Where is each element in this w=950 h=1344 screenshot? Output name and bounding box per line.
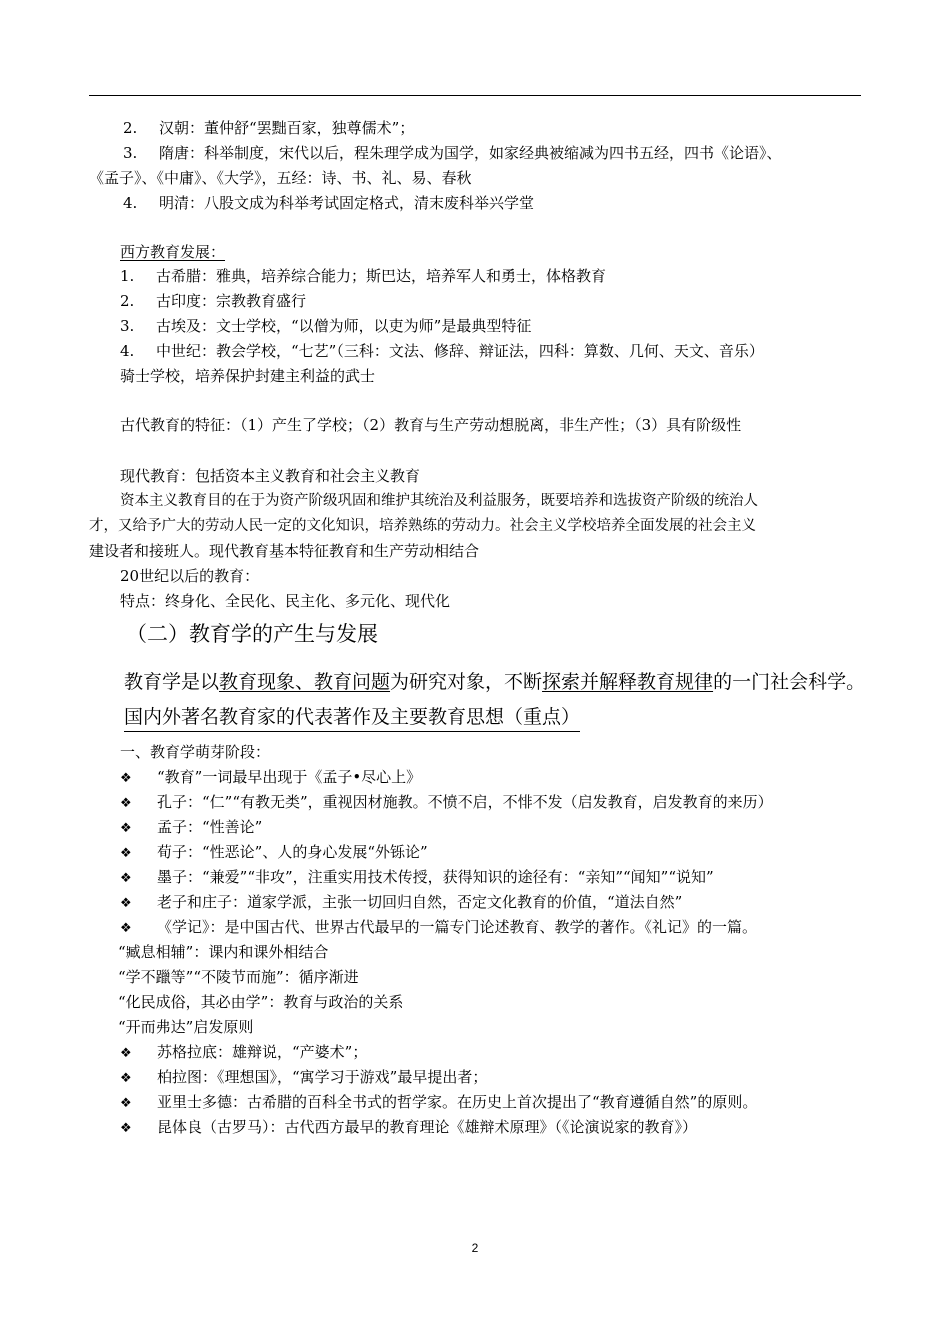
diamond-bullet-icon: ❖ [120,1046,132,1061]
list-item: ❖ 柏拉图：《理想国》，“寓学习于游戏”最早提出者； [120,1067,487,1089]
header-rule [89,95,861,96]
paragraph-line: 现代教育：包括资本主义教育和社会主义教育 [120,467,421,485]
paragraph-line: 资本主义教育目的在于为资产阶级巩固和维护其统治及利益服务，既要培养和选拔资产阶级的统治人 [120,493,758,509]
paragraph-line: 20世纪以后的教育： [120,567,260,585]
diamond-bullet-icon: ❖ [120,1121,132,1136]
list-item-continuation: 《孟子》、《中庸》、《大学》，五经：诗、书、礼、易、春秋 [89,169,472,187]
stage-title: 一、教育学萌芽阶段： [120,743,271,761]
list-item: ❖ 昆体良（古罗马）：古代西方最早的教育理论《雄辩术原理》（《论演说家的教育》） [120,1117,697,1139]
list-item: ❖ 苏格拉底：雄辩说，“产婆术”； [120,1042,367,1064]
xueji-line: “学不躐等”“不陵节而施”：循序渐进 [118,968,359,986]
list-item: 2. 汉朝：董仲舒“罢黜百家，独尊儒术”； [123,119,415,137]
list-item: ❖ 孔子：“仁”“有教无类”，重视因材施教。不愤不启，不悱不发（启发教育，启发教育的来历） [120,792,773,814]
diamond-bullet-icon: ❖ [120,1071,132,1086]
diamond-bullet-icon: ❖ [120,871,132,886]
list-item: 4. 明清：八股文成为科举考试固定格式，清末废科举兴学堂 [123,194,535,212]
page-number: 2 [471,1241,479,1255]
diamond-bullet-icon: ❖ [120,821,132,836]
paragraph-line: 特点：终身化、全民化、民主化、多元化、现代化 [120,592,451,610]
list-item: 1. 古希腊：雅典，培养综合能力；斯巴达，培养军人和勇士，体格教育 [120,267,607,285]
list-item: ❖ 荀子：“性恶论”、人的身心发展“外铄论” [120,842,428,864]
ancient-features: 古代教育的特征：（1）产生了学校；（2）教育与生产劳动想脱离，非生产性；（3）具有阶级性 [120,416,742,434]
xueji-line: “臧息相辅”：课内和课外相结合 [118,943,329,961]
list-item: 3. 古埃及：文士学校，“以僧为师，以吏为师”是最典型特征 [120,317,532,335]
west-title: 西方教育发展： [120,243,226,261]
diamond-bullet-icon: ❖ [120,1096,132,1111]
definition-sentence: 教育学是以教育现象、教育问题为研究对象，不断探索并解释教育规律的一门社会科学。 [124,671,866,693]
diamond-bullet-icon: ❖ [120,771,132,786]
list-item: 3. 隋唐：科举制度，宋代以后，程朱理学成为国学，如家经典被缩减为四书五经，四书《论语》、 [123,144,782,162]
paragraph-line: 建设者和接班人。现代教育基本特征教育和生产劳动相结合 [89,542,480,560]
list-item: ❖ 亚里士多德：古希腊的百科全书式的哲学家。在历史上首次提出了“教育遵循自然”的原则。 [120,1092,757,1114]
list-item: 2. 古印度：宗教教育盛行 [120,292,307,310]
list-item-continuation: 骑士学校，培养保护封建主利益的武士 [120,367,376,385]
diamond-bullet-icon: ❖ [120,846,132,861]
xueji-line: “开而弗达”启发原则 [118,1018,254,1036]
diamond-bullet-icon: ❖ [120,896,132,911]
list-item: ❖ 《学记》：是中国古代、世界古代最早的一篇专门论述教育、教学的著作。《礼记》的一篇。 [120,917,757,939]
key-title: 国内外著名教育家的代表著作及主要教育思想（重点） [124,705,580,732]
section-heading: （二）教育学的产生与发展 [126,622,378,646]
list-item: ❖ 孟子：“性善论” [120,817,262,839]
list-item: ❖ 老子和庄子：道家学派，主张一切回归自然，否定文化教育的价值，“道法自然” [120,892,682,914]
list-item: ❖ 墨子：“兼爱”“非攻”，注重实用技术传授，获得知识的途径有：“亲知”“闻知”“说知” [120,867,714,889]
paragraph-line: 才，又给予广大的劳动人民一定的文化知识，培养熟练的劳动力。社会主义学校培养全面发展的社会主义 [89,518,756,534]
xueji-line: “化民成俗，其必由学”：教育与政治的关系 [118,993,404,1011]
diamond-bullet-icon: ❖ [120,921,132,936]
list-item: ❖ “教育”一词最早出现于《孟子•尽心上》 [120,767,421,789]
list-item: 4. 中世纪：教会学校，“七艺”（三科：文法、修辞、辩证法，四科：算数、几何、天文、音乐） [120,342,764,360]
diamond-bullet-icon: ❖ [120,796,132,811]
